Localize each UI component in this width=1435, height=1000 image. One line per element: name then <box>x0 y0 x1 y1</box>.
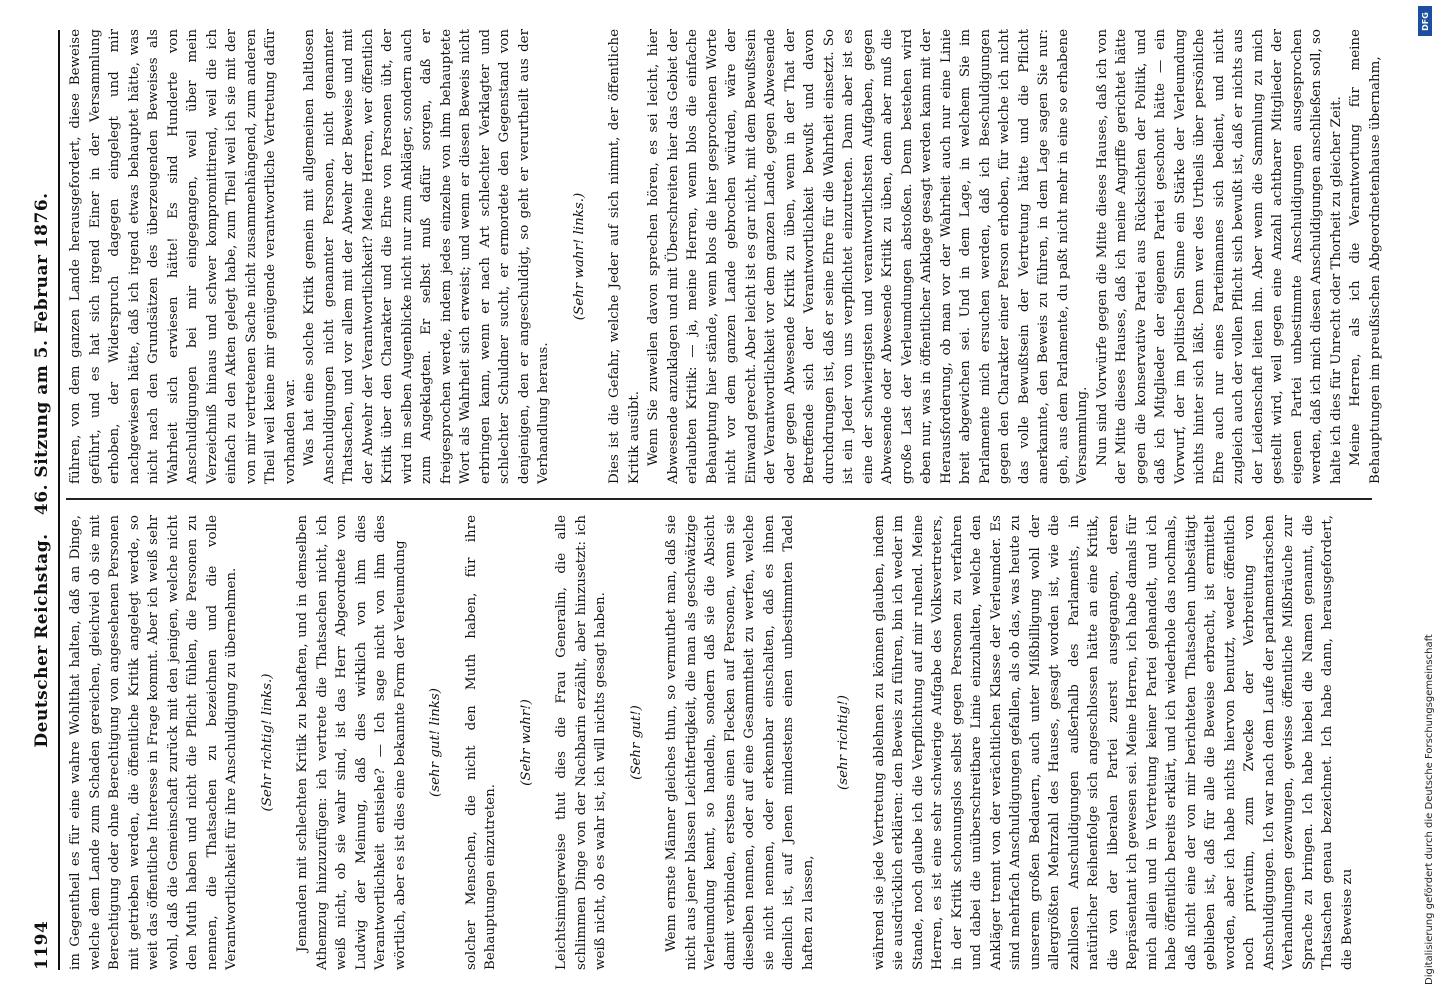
right-column <box>66 29 1383 484</box>
publication-title: Deutscher Reichstag. <box>32 533 52 748</box>
paragraph: Jemanden mit schlechten Kritik zu behaften, und in demselben Athemzug hinzuzufügen: ich vertrete die Thatsachen nicht, ich weiß nicht, ob sie wahr sind, ist das Herr Abgeordnete von Ludwig der Meinung, daß dies wirklich von ihm dies Verantwortlichkeit entsiehe? — Ich sage nicht von ihm dies wörtlich, aber es ist dies eine bekannte Form der Verleumdung <box>295 515 408 970</box>
paragraph: Wenn ernste Männer gleiches thun, so vermuthet man, daß sie nicht aus jener blassen Leichtfertigkeit, die man als geschwätzige Verleumdung kennt, so handeln, sondern daß sie die Absicht damit verbinden, erstens einen Flecken auf Personen, wenn sie dieselben nennen, oder auf eine Gesammtheit zu werfen, welche sie nicht nennen, oder erkennbar einschalten, daß es ihnen dienlich ist, auf Jenen mindestens einen unbestimmten Tadel haften zu lassen, <box>664 515 816 970</box>
interjection: (sehr gut! links) <box>428 688 443 797</box>
paragraph: solcher Menschen, die nicht den Muth haben, für ihre Behauptungen einzutreten. <box>463 515 498 970</box>
paragraph: während sie jede Vertretung ablehnen zu können glauben, indem sie ausdrücklich erklären: den Beweis zu führen, bin ich weder im Stande, noch glaube ich die Verpflichtung auf mir ruhend. Meine Herren, es ist eine sehr schwierige Aufgabe des Volksvertreters, in der Kritik schonungslos selbst gegen Personen zu verfahren und dabei die unüberschreitbare Linie einzuhalten, welche den Ankläger trennt von der verächtlichen Klasse der Verleumder. Es sind mehrfach Anschuldigungen gefallen, als ob das, was heute zu unserem großen Bedauern, auch unter Mißbilligung wohl der allergrößten Mehrzahl des Hauses, gesagt worden ist, wie die zahllosen Anschuldigungen außerhalb des Parlaments, in natürlicher Reihenfolge sich angeschlossen hätte an eine Kritik, die von der liberalen Partei zuerst ausgegangen, deren Repräsentant ich gewesen sei. Meine Herren, ich habe damals für mich allein und in Vertretung keiner Partei gehandelt, und ich habe öffentlich bereits erklärt, und ich wiederhole das nochmals, daß nicht eine der von mir berichteten Thatsachen unbestätigt geblieben ist, daß für alle die Beweise erbracht, ist ermittelt worden, aber ich habe nichts hiervon benutzt, weder öffentlich noch privatim, zum Zwecke der Verbreitung von Anschuldigungen. Ich war nach dem Laufe der parlamentarischen Verhandlungen gezwungen, gewisse öffentliche Mißbräuche zur Sprache zu bringen. Ich habe hiebei die Namen genannt, die Thatsachen genau bezeichnet. Ich habe dann, herausgefordert, die Beweise zu <box>871 515 1355 970</box>
interjection: (Sehr wahr!) <box>518 699 534 786</box>
header-rule <box>58 30 60 970</box>
paragraph: führen, von dem ganzen Lande herausgefordert, diese Beweise geführt, und es hat sich irgend Einer in der Versammlung erhoben, der Widerspruch dagegen eingelegt und mir nachgewiesen hätte, daß ich irgend etwas behauptet hätte, was nicht nach den Grundsätzen des überzeugenden Beweises als Wahrheit sich erwiesen hätte! Es sind Hunderte von Anschuldigungen bei mir eingegangen, weil über mein Verzeichniß hinaus und schwer kompromittirend, weil die ich einfach zu den Akten gelegt habe, zum Theil weil ich sie mit der von mir vertretenen Sache nicht zusammenhängend, zum anderen Theil weil keine mir genügende verantwortliche Vertretung dafür vorhanden war. <box>68 29 298 484</box>
session-info: 46. Sitzung am 5. Februar 1876. <box>32 192 52 516</box>
paragraph: im Gegentheil es für eine wahre Wohlthat halten, daß an Dinge, welche dem Lande zum Schaden gereichen, gleichviel ob sie mit Berechtigung oder ohne Berechtigung von angesehenen Personen mit getrieben werden, die öffentliche Kritik angelegt werde, so weit das öffentliche Interesse in Frage kommt. Aber ich weiß sehr wohl, daß die Gemeinschaft zurück mit den jenigen, welche nicht den Muth haben und nicht die Pflicht fühlen, die Personen zu nennen, die Thatsachen zu bezeichnen und die volle Verantwortlichkeit für ihre Anschuldigung zu übernehmen. <box>68 515 239 970</box>
paragraph: Wenn Sie zuweilen davon sprechen hören, es sei leicht, hier Abwesende anzuklagen und mit Überschreiten hier das Gebiet der erlaubten Kritik: — ja, meine Herren, wenn blos die einfache Behauptung hier stände, wenn blos die hier gesprochenen Worte nicht vor dem ganzen Lande gebrochen würden, wäre der Einwand gerecht. Aber leicht ist es gar nicht, mit dem Bewußtsein der Verantwortlichkeit vor dem ganzen Lande, gegen Abwesende oder gegen Abwesende Kritik zu üben, wenn in der That der Betreffende sich der Verantwortlichkeit bewußt und davon durchdrungen ist, daß er seine Ehre für die Wahrheit einsetzt. So ist ein Jeder von uns verpflichtet einzutreten. Dann aber ist es eine der schwierigsten und verantwortlichsten Aufgaben, gegen Abwesende oder Abwesende Kritik zu üben, denn aber muß die große Last der Verleumdungen abstoßen. Denn bestehen wird eben nur, was in öffentlicher Anklage gesagt werden kann mit der Herausforderung, ob man vor der Wahrheit auch nur eine Linie breit abgewichen sei. Und in dem Lage, in welchem Sie im Parlamente mich ersuchen werden, daß ich Beschuldigungen gegen den Charakter einer Person erhoben, für welche ich nicht das volle Bewußtsein der Vertretung hätte und die Pflicht anerkannte, den Beweis zu führen, in dem Lage sagen Sie nur: geh, aus dem Parlamente, du paßt nicht mehr in eine so erhabene Versammlung. <box>646 29 1090 484</box>
paragraph: Meine Herren, als ich die Verantwortung für meine Behauptungen im preußischen Abgeordnetenhause übernahm, <box>1348 29 1383 484</box>
document-page <box>22 0 1382 1000</box>
running-title <box>32 180 52 760</box>
page-header <box>30 30 56 970</box>
column-divider <box>66 498 1372 500</box>
paragraph: Leichtsinnigerweise thut dies die Frau Generalin, die alle schlimmen Dinge von der Nachbarin erzählt, aber hinzusetzt: ich weiß nicht, ob es wahr ist, ich will nichts gesagt haben. <box>554 515 608 970</box>
paragraph: Dies ist die Gefahr, welche Jeder auf sich nimmt, der öffentliche Kritik ausübt. <box>607 29 642 484</box>
dfg-logo: DFG <box>1418 6 1432 36</box>
interjection: (Sehr wahr! links.) <box>571 192 587 321</box>
interjection: (sehr richtig!) <box>836 695 851 790</box>
paragraph: Nun sind Vorwürfe gegen die Mitte dieses Hauses, daß ich von der Mitte dieses Hauses, daß ich meine Angriffe gerichtet hätte gegen die konservative Partei aus Rücksichten der Politik, und daß ich Mitglieder der eigenen Partei geschont hätte — ein Vorwurf, der im politischen Sinne ein Stärke der Verleumdung nichts hinter sich läßt. Denn wer des Urtheils über persönliche Ehre auch nur eines Parteimannes sich bedient, und nicht zugleich auch der vollen Pflicht sich bewußt ist, daß er nichts aus der Leidenschaft leiten ihn. Aber wenn die Sammlung zu mich gestellt wird, weil gegen eine Anzahl achtbarer Mitglieder der eigenen Partei unbestimmte Anschuldigungen ausgesprochen werden, daß ich mich diesen Anschuldigungen anschließen soll, so halte ich dies für Unrecht oder Thorheit zu gleicher Zeit. <box>1094 29 1344 484</box>
interjection: (Sehr richtig! links.) <box>259 673 275 812</box>
page-number: 1194 <box>32 920 52 970</box>
left-column <box>66 515 1372 970</box>
funding-notice: Digitalisierung gefördert durch die Deutsche Forschungsgemeinschaft <box>1424 634 1435 985</box>
paragraph: Was hat eine solche Kritik gemein mit allgemeinen haltlosen Anschuldigungen nicht genannter Personen, nicht genannter Thatsachen, und vor allem mit der Abwehr der Beweise und mit der Abwehr der Verantwortlichkeit? Meine Herren, wer öffentlich Kritik über den Charakter und die Ehre von Personen übt, der wird im selben Augenblicke nicht nur zum Ankläger, sondern auch zum Angeklagten. Er selbst muß dafür sorgen, daß er freigesprochen werde, indem jedes einzelne von ihm behauptete Wort als Wahrheit sich erweist; und wenn er diesen Beweis nicht erbringen kann, wenn er nach Art schlechter Verklagter und schlechter Schuldner sucht, er ermordete den Gegenstand von denjenigen, den er angeschuldigt, so geht er verurtheilt aus der Verhandlung heraus. <box>302 29 551 484</box>
interjection: (Sehr gut!) <box>628 705 644 780</box>
